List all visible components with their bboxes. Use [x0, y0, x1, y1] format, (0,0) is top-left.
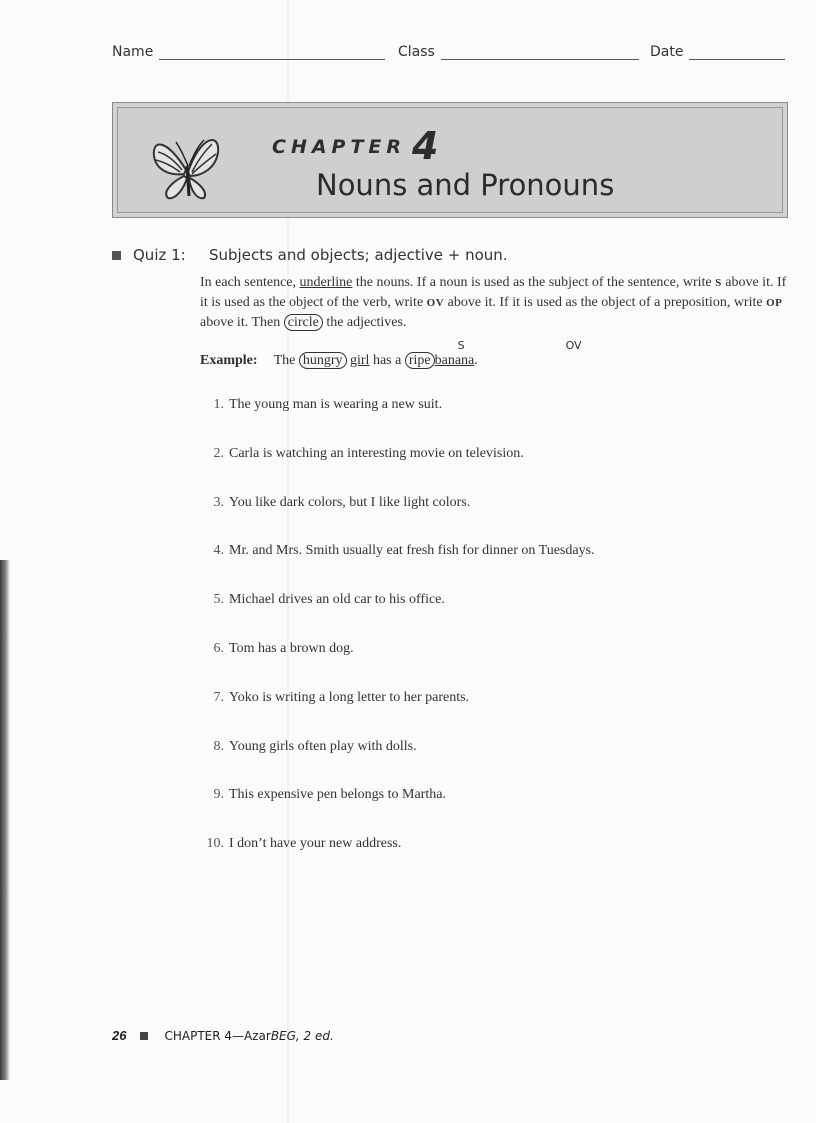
scan-edge-shadow	[0, 560, 10, 1080]
item-number: 1.	[213, 397, 224, 412]
page-footer	[112, 1028, 334, 1043]
item-number: 5.	[213, 592, 224, 608]
item-number: 10.	[206, 836, 224, 852]
instruction-text: above it. Then	[200, 315, 284, 330]
butterfly-icon	[148, 130, 230, 202]
item-number: 8.	[213, 738, 224, 754]
chapter-banner	[112, 102, 788, 218]
example-label: Example:	[200, 353, 258, 368]
chapter-banner-inner	[117, 107, 783, 213]
instruction-underline-word: underline	[299, 275, 353, 290]
item-sentence[interactable]: The young man is wearing a new suit.	[229, 397, 443, 412]
example-underlined-noun: girl	[350, 353, 370, 368]
item-number: 9.	[213, 787, 224, 803]
footer-square-icon	[140, 1032, 148, 1040]
quiz-instructions	[200, 273, 792, 333]
example-line	[273, 339, 582, 369]
instruction-text: In each sentence,	[200, 275, 300, 290]
item-sentence[interactable]: Michael drives an old car to his office.	[229, 592, 445, 608]
class-label: Class	[398, 44, 435, 60]
instruction-text: above it. If it is used as the object of a preposition, write	[444, 295, 767, 310]
item-sentence[interactable]: Young girls often play with dolls.	[229, 738, 417, 754]
instruction-text: the adjectives.	[322, 315, 407, 330]
example-word: .	[474, 353, 478, 368]
item-sentence[interactable]: Carla is watching an interesting movie on television.	[229, 445, 524, 461]
instruction-text: the nouns. If a noun is used as the subject of the sentence, write	[352, 275, 716, 290]
example-mark-ov: OV	[565, 339, 582, 352]
bullet-square-icon	[112, 251, 121, 260]
item-sentence[interactable]: You like dark colors, but I like light colors.	[229, 494, 471, 510]
item-sentence[interactable]: Mr. and Mrs. Smith usually eat fresh fish for dinner on Tuesdays.	[229, 543, 595, 559]
item-sentence[interactable]: Tom has a brown dog.	[229, 640, 354, 656]
example-mark-s: S	[457, 339, 465, 352]
item-number: 7.	[213, 689, 224, 705]
instruction-circle-word: circle	[284, 314, 323, 331]
item-sentence[interactable]: This expensive pen belongs to Martha.	[229, 787, 446, 803]
instruction-text: above it. If it is used as the object of the verb, write	[200, 275, 787, 310]
date-label: Date	[650, 44, 684, 60]
name-field[interactable]	[112, 44, 385, 60]
name-blank-line[interactable]	[159, 45, 385, 60]
item-number: 6.	[213, 640, 224, 656]
item-number: 3.	[213, 494, 224, 510]
example-circled-adjective: ripe	[405, 352, 435, 369]
item-sentence[interactable]: I don’t have your new address.	[229, 836, 402, 852]
chapter-number: 4	[412, 124, 439, 168]
student-info-fields	[112, 44, 792, 64]
item-sentence[interactable]: Yoko is writing a long letter to her parents.	[229, 689, 470, 705]
footer-chapter: CHAPTER 4—Azar	[164, 1028, 271, 1043]
example-word: has a	[369, 353, 405, 368]
item-number: 4.	[213, 543, 224, 559]
quiz-heading	[112, 246, 508, 264]
example-sentence	[200, 339, 582, 369]
footer-book-title: BEG, 2 ed.	[270, 1028, 334, 1043]
instruction-s-code: S	[715, 277, 722, 289]
class-blank-line[interactable]	[441, 45, 639, 60]
class-field[interactable]	[398, 44, 639, 60]
chapter-word: CHAPTER	[272, 136, 407, 158]
instruction-ov-code: OV	[426, 297, 445, 309]
name-label: Name	[112, 44, 154, 60]
item-number: 2.	[213, 445, 224, 461]
date-field[interactable]	[650, 44, 785, 60]
instruction-op-code: OP	[766, 297, 783, 309]
example-underlined-noun: banana	[434, 353, 475, 368]
date-blank-line[interactable]	[689, 45, 785, 60]
example-circled-adjective: hungry	[299, 352, 347, 369]
example-word: The	[273, 353, 299, 368]
chapter-title: Nouns and Pronouns	[316, 168, 615, 202]
quiz-title: Subjects and objects; adjective + noun.	[209, 246, 508, 264]
page-number: 26	[112, 1028, 127, 1043]
quiz-label: Quiz 1:	[133, 246, 186, 264]
